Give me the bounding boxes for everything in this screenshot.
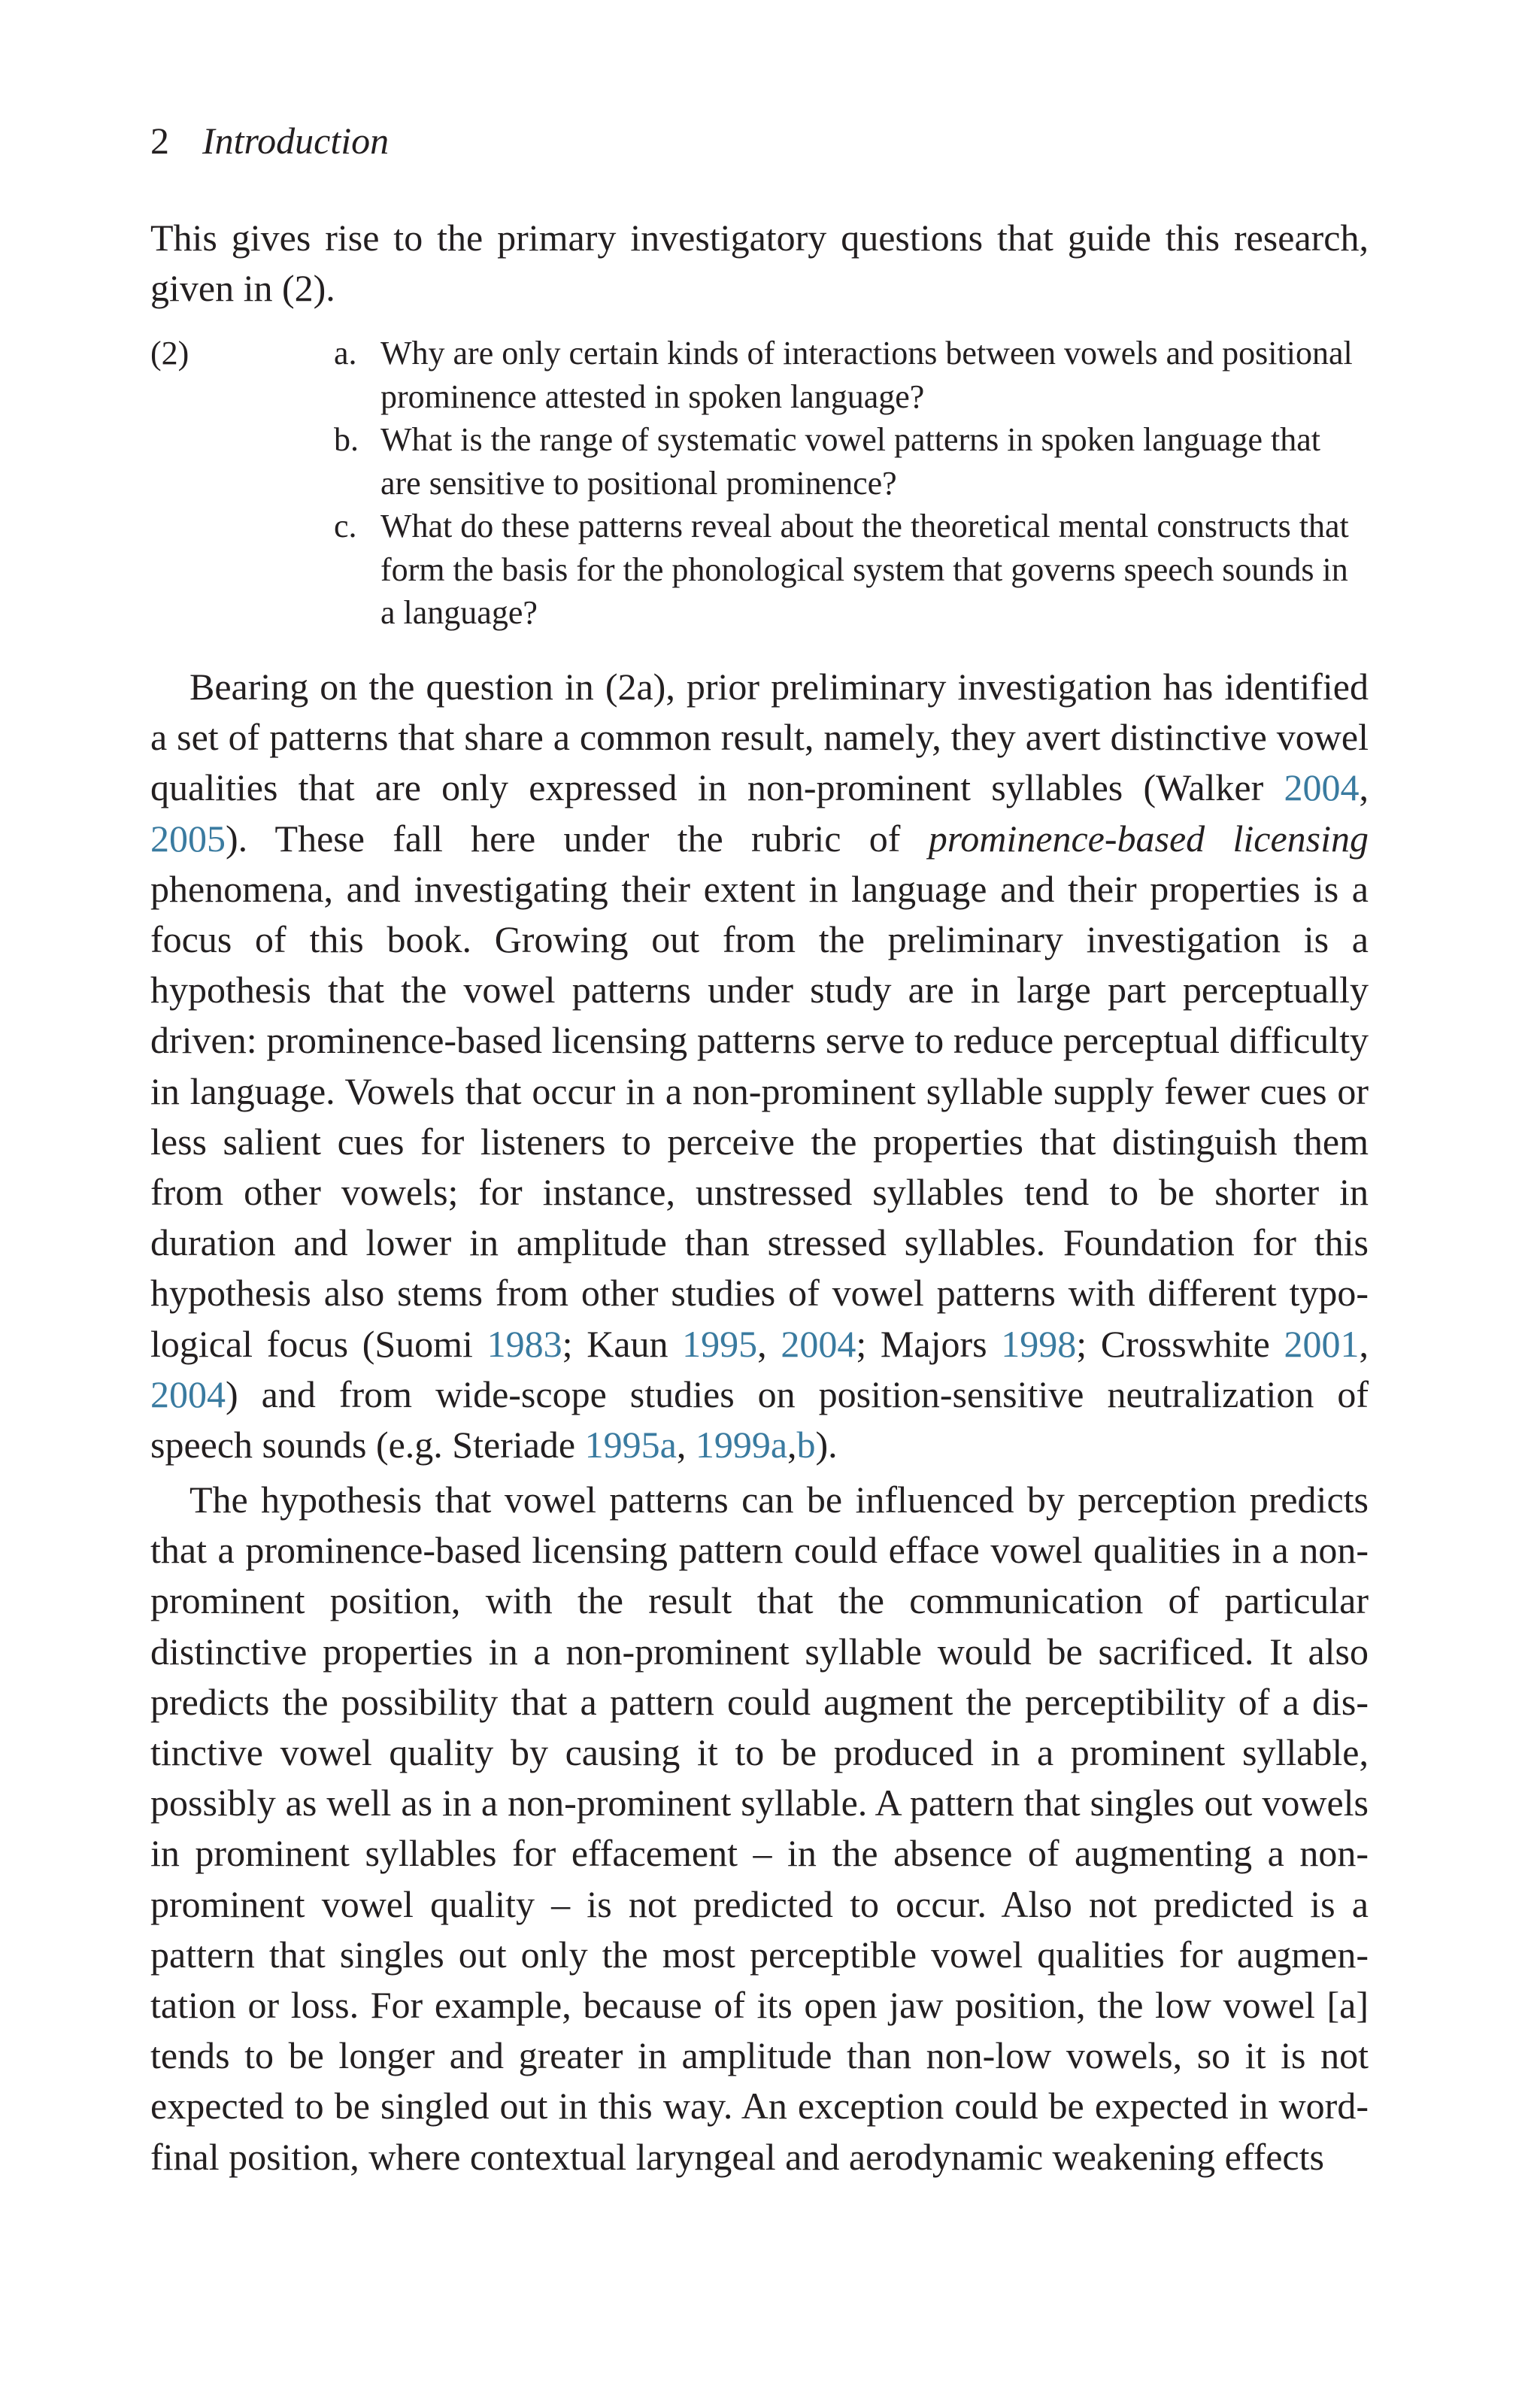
citation-majors-1998[interactable]: 1998 [1001,1322,1077,1365]
text-run: Bearing on the question in (2a), prior preliminary investigation has identified a set of patterns that share a common result, namely, they avert distinctive vowel qualities that are only expressed in non-prominent syllables (Walker [150,666,1369,809]
item-text: Why are only certain kinds of interactions between vowels and positional prominence attested in spoken language? [380,335,1353,415]
example-item-b [334,418,1369,505]
example-items [334,332,1369,635]
item-text: What is the range of systematic vowel patterns in spoken language that are sensitive to positional prominence? [380,421,1320,502]
section-title: Introduction [202,120,390,162]
citation-crosswhite-2001[interactable]: 2001 [1284,1322,1360,1365]
text-run: , [1359,766,1369,809]
citation-kaun-2004[interactable]: 2004 [781,1322,856,1365]
term-prominence-based-licensing: prominence-based licensing [928,817,1369,860]
item-letter: a. [334,335,357,372]
bearing-paragraph [150,662,1369,1470]
example-item-c [334,505,1369,635]
item-letter: c. [334,508,357,544]
example-item-a [334,332,1369,418]
example-number: (2) [150,335,189,372]
text-run: ). These fall here under the rubric of [226,817,929,860]
text-run: , [676,1424,696,1466]
text-run: ; Crosswhite [1076,1322,1284,1365]
text-run: , [1359,1322,1369,1365]
item-letter: b. [334,421,359,458]
text-run: ; Kaun [562,1322,683,1365]
text-run: , [787,1424,797,1466]
text-run: ). [815,1424,838,1466]
citation-steriade-1999a[interactable]: 1999a [695,1424,788,1466]
page-number: 2 [150,120,169,162]
hypothesis-paragraph: The hypothesis that vowel patterns can be influenced by perception predicts that a prominence-based licensing pattern could efface vowel qualities in a non-prominent position, with the result that the communication of particular distinctive properties in a non-prominent syllable would be sacrificed. It also predicts the possibility that a pattern could augment the perceptibility of a distinctive vowel quality by causing it to be produced in a prominent syllable, possibly as well as in a non-prominent syllable. A pattern that singles out vowels in prominent syllables for effacement – in the absence of augmenting a non-prominent vowel quality – is not predicted to occur. Also not predicted is a pattern that singles out only the most perceptible vowel qualities for augmentation or loss. For example, because of its open jaw position, the low vowel [a] tends to be longer and greater in amplitude than non-low vowels, so it is not expected to be singled out in this way. An exception could be expected in word-final position, where contextual laryngeal and aerodynamic weakening effects [150,1479,1369,2178]
citation-steriade-1995a[interactable]: 1995a [584,1424,677,1466]
text-run: , [757,1322,781,1365]
citation-kaun-1995[interactable]: 1995 [682,1322,758,1365]
citation-suomi-1983[interactable]: 1983 [487,1322,562,1365]
text-run: phenomena, and investigating their extent in language and their properties is a focus of this book. Growing out from the preliminary investigation is a hypothesis that the vowel patterns under study are in large part perceptually driven: prominence-based licensing patterns serve to reduce perceptual difficulty in language. Vowels that occur in a non-prominent syllable supply fewer cues or less salient cues for listeners to perceive the properties that distinguish them from other vowels; for instance, unstressed syllables tend to be shorter in duration and lower in amplitude than stressed syllables. Foundation for this hypothesis also stems from other studies of vowel patterns with different typological focus (Suomi [150,867,1369,1365]
text-run: ; Majors [856,1322,1002,1365]
item-text: What do these patterns reveal about the theoretical mental constructs that form the basis for the phonological system that governs speech sounds in a language? [380,508,1349,631]
citation-steriade-1999b[interactable]: b [796,1424,816,1466]
citation-walker-2005[interactable]: 2005 [150,817,226,860]
intro-paragraph: This gives rise to the primary investigatory questions that guide this research, given in (2). [150,217,1369,310]
citation-walker-2004[interactable]: 2004 [1284,766,1360,809]
text-run: ) and from wide-scope studies on position-sensitive neutralization of speech sounds (e.g. Steriade [150,1372,1369,1466]
running-head [150,113,389,168]
citation-crosswhite-2004[interactable]: 2004 [150,1372,226,1415]
